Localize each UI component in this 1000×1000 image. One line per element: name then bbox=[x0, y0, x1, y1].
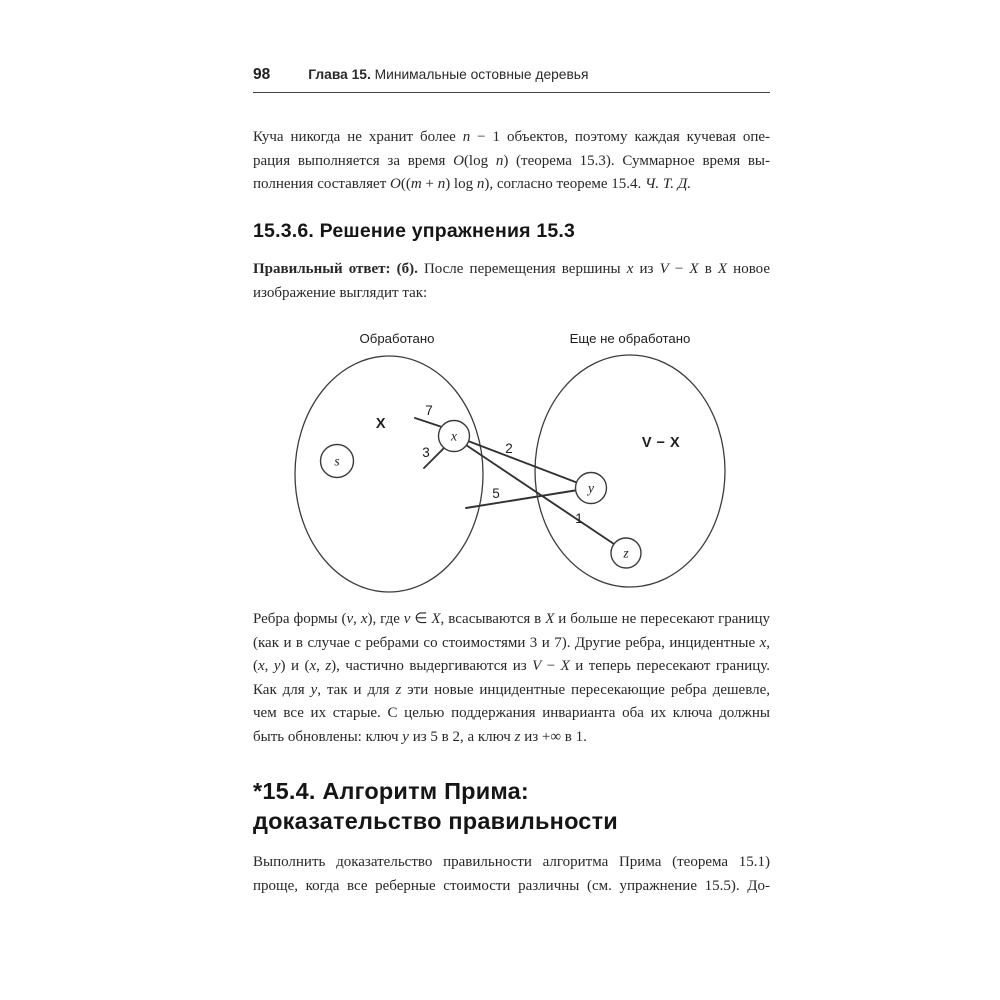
section-heading-154 bbox=[253, 776, 618, 836]
chapter-title: Минимальные остовные деревья bbox=[374, 67, 589, 82]
set-label-v-minus-x: V − X bbox=[641, 435, 681, 451]
edge-label-5: 5 bbox=[492, 486, 500, 501]
edge-label-3: 3 bbox=[422, 445, 430, 460]
graph-sets-diagram bbox=[253, 325, 770, 600]
paragraph-edges-explanation: Ребра формы (v, x), где v ∈ X, всасываются в X и больше не пересекают границу (как и в случае с ребрами со стоимостями 3 и 7). Другие ребра, инцидентные x, (x, y) и (x, z), частично выдергиваются из V − X и теперь пересекают границу. Как для y, так и для z эти новые инцидентные пересекающие ребра дешевле, чем все их старые. С целью поддержания инварианта оба их ключа должны быть обновлены: ключ y из 5 в 2, а ключ z из +∞ в 1. bbox=[253, 611, 771, 745]
paragraph-prim-correctness: Выполнить доказательство правильности алгоритма Прима (теорема 15.1) проще, когда все реберные стоимости различны (см. упражнение 15.5). До- bbox=[253, 854, 770, 894]
section-heading-1536: 15.3.6. Решение упражнения 15.3 bbox=[253, 220, 576, 242]
paragraph-heap-time: Куча никогда не хранит более n − 1 объектов, поэтому каждая кучевая опе- рация выполняется за время O(log n) (теорема 15.3). Суммарное время вы- полнения составляет O((m + n) log n), согласно теореме 15.4. Ч. Т. Д. bbox=[253, 129, 771, 192]
node-label-s: s bbox=[334, 453, 340, 469]
page-header bbox=[253, 66, 770, 84]
node-label-x: x bbox=[451, 428, 457, 444]
set-label-x: X bbox=[375, 416, 387, 432]
page-number: 98 bbox=[253, 66, 271, 83]
edge-label-1: 1 bbox=[575, 511, 583, 526]
edge-label-2: 2 bbox=[505, 441, 513, 456]
chapter-label: Глава 15. bbox=[308, 67, 371, 82]
section-heading-154-line2: доказательство правильности bbox=[253, 808, 618, 834]
section-heading-154-line1: *15.4. Алгоритм Прима: bbox=[253, 778, 529, 804]
chapter-head bbox=[308, 67, 588, 82]
left-region-caption: Обработано bbox=[359, 331, 435, 346]
paragraph-correct-answer: Правильный ответ: (б). После перемещения вершины x из V − X в X новое изображение выглядит так: bbox=[253, 261, 771, 301]
node-label-y: y bbox=[588, 480, 594, 496]
right-region-caption: Еще не обработано bbox=[569, 331, 691, 346]
header-rule bbox=[253, 92, 770, 93]
edge-label-7: 7 bbox=[425, 403, 433, 418]
processed-set-ellipse bbox=[295, 356, 483, 592]
node-label-z: z bbox=[623, 545, 629, 561]
